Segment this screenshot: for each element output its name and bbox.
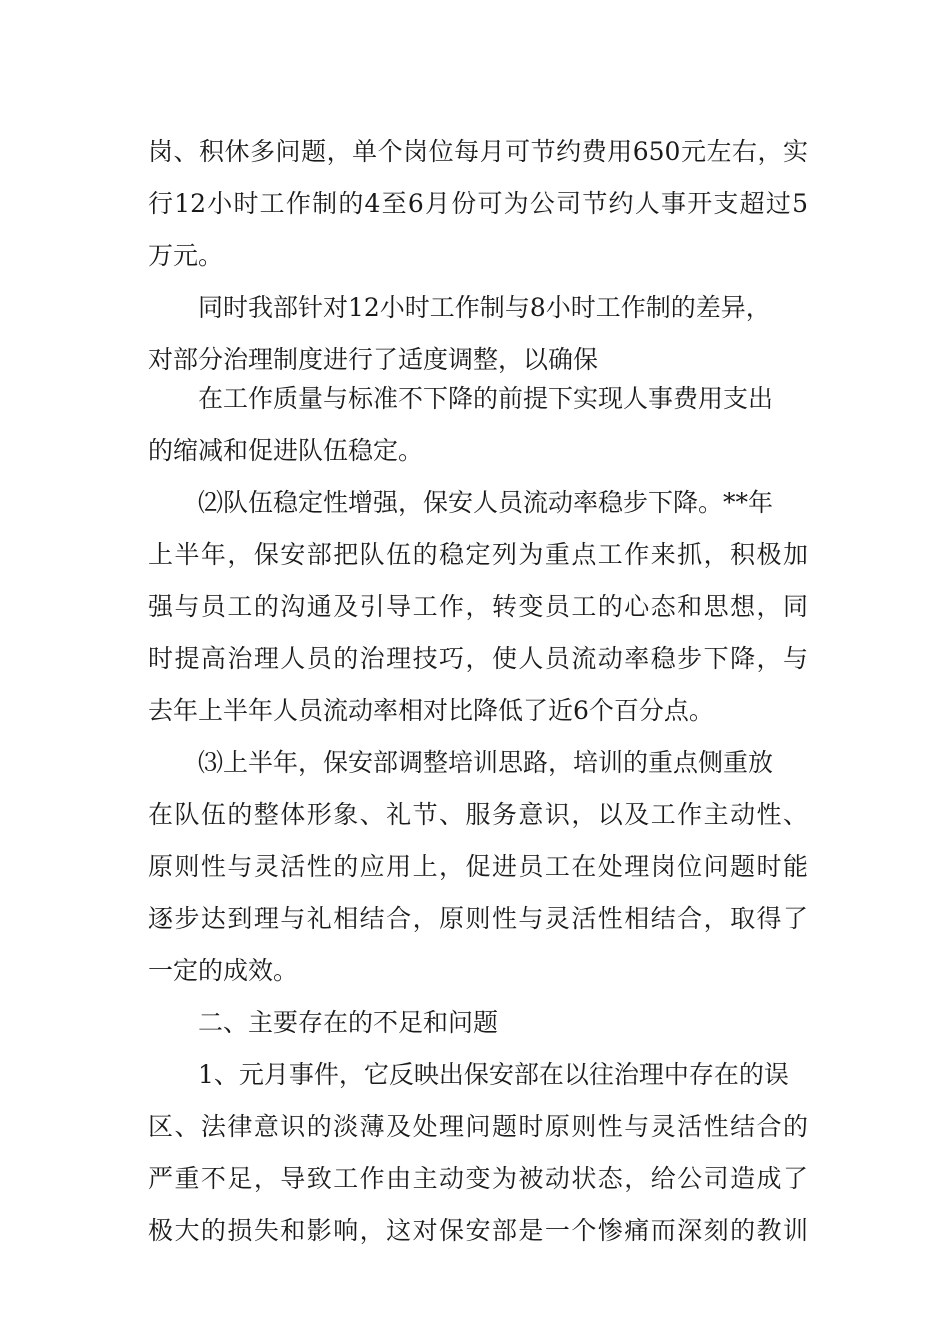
text-line: ⑵队伍稳定性增强，保安人员流动率稳步下降。**年 (198, 488, 774, 517)
text-line: ⑶上半年，保安部调整培训思路，培训的重点侧重放 (198, 748, 774, 777)
text-line: 同时我部针对12小时工作制与8小时工作制的差异， (198, 293, 771, 322)
text-line: 的缩减和促进队伍稳定。 (148, 436, 424, 465)
text-line: 去年上半年人员流动率相对比降低了近6个百分点。 (148, 696, 714, 725)
text-line: 一定的成效。 (148, 956, 299, 985)
text-line: 上半年，保安部把队伍的稳定列为重点工作来抓，积极加 (148, 540, 808, 569)
section-heading: 二、主要存在的不足和问题 (198, 1008, 499, 1037)
text-line: 逐步达到理与礼相结合，原则性与灵活性相结合，取得了 (148, 904, 808, 933)
text-line: 区、法律意识的淡薄及处理问题时原则性与灵活性结合的 (148, 1112, 808, 1141)
text-line: 在队伍的整体形象、礼节、服务意识，以及工作主动性、 (148, 800, 808, 829)
body-text-top (148, 126, 808, 386)
text-line: 时提高治理人员的治理技巧，使人员流动率稳步下降，与 (148, 644, 808, 673)
text-line: 原则性与灵活性的应用上，促进员工在处理岗位问题时能 (148, 852, 808, 881)
text-line: 岗、积休多问题，单个岗位每月可节约费用650元左右，实 (148, 137, 808, 166)
text-line: 在工作质量与标准不下降的前提下实现人事费用支出 (198, 384, 774, 413)
text-line: 对部分治理制度进行了适度调整，以确保 (148, 345, 599, 374)
text-line: 万元。 (148, 241, 224, 270)
text-line: 强与员工的沟通及引导工作，转变员工的心态和思想，同 (148, 592, 808, 621)
body-text-bottom (148, 373, 808, 1257)
text-line: 严重不足，导致工作由主动变为被动状态，给公司造成了 (148, 1164, 808, 1193)
text-line: 极大的损失和影响，这对保安部是一个惨痛而深刻的教训 (148, 1216, 808, 1245)
text-line: 1、元月事件，它反映出保安部在以往治理中存在的误 (198, 1060, 789, 1089)
text-line: 行12小时工作制的4至6月份可为公司节约人事开支超过5 (148, 189, 808, 218)
